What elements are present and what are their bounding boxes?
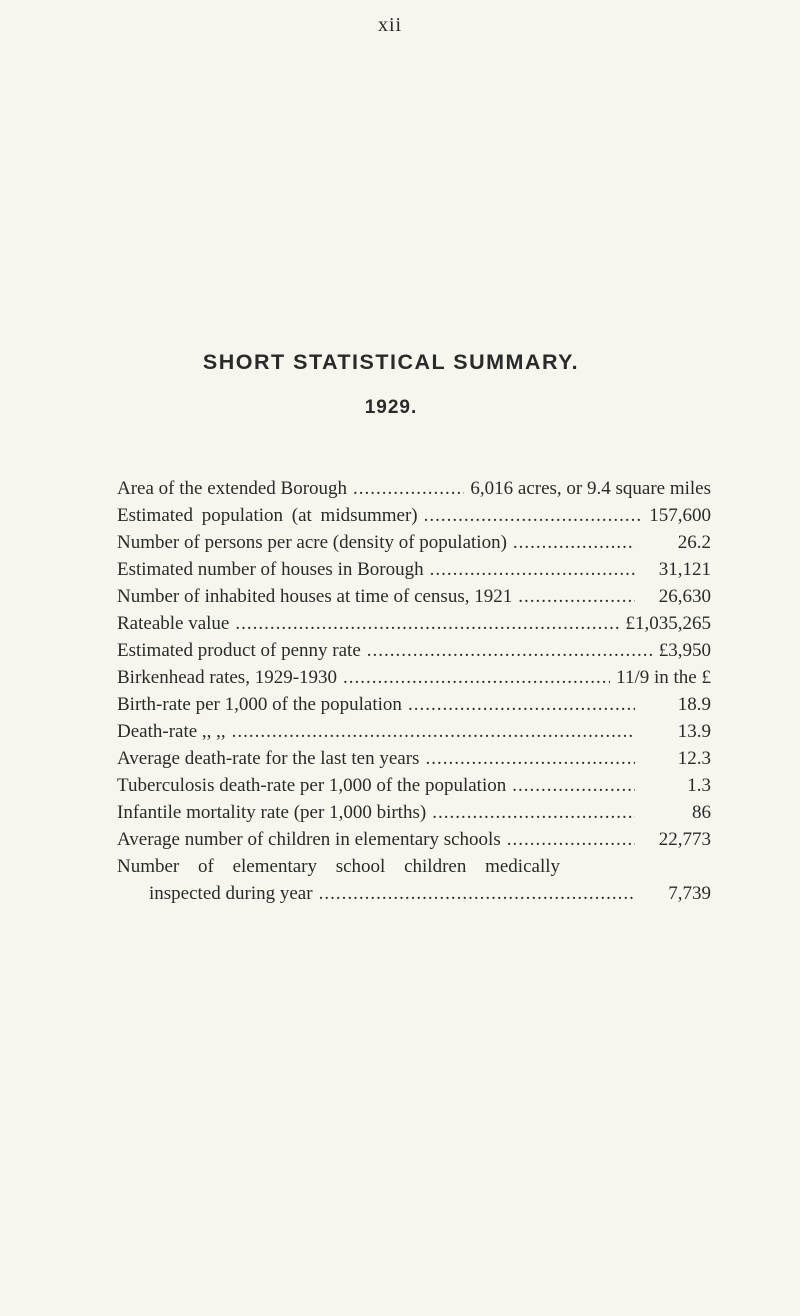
stat-row-birth-rate — [117, 691, 711, 718]
statistics-list — [117, 475, 711, 907]
stat-row-penny-rate — [117, 637, 711, 664]
leader-dots — [507, 826, 635, 853]
stat-row-medically-inspected — [117, 853, 711, 880]
page-title: SHORT STATISTICAL SUMMARY. — [202, 350, 580, 374]
stat-row-average-death-rate — [117, 745, 711, 772]
leader-dots — [513, 529, 635, 556]
stat-value: 1.3 — [687, 775, 711, 796]
stat-label: Area of the extended Borough — [117, 478, 348, 499]
stat-value: 31,121 — [658, 559, 711, 580]
leader-dots — [430, 556, 635, 583]
stat-value: 7,739 — [668, 883, 711, 904]
stat-row-houses — [117, 556, 711, 583]
stat-value: 26.2 — [677, 532, 711, 553]
stat-value: 13.9 — [677, 721, 711, 742]
stat-row-area — [117, 475, 711, 502]
stat-value: 6,016 acres, or 9.4 square miles — [470, 478, 711, 499]
leader-dots — [512, 772, 635, 799]
stat-label: Number of inhabited houses at time of census, 1921 — [117, 586, 513, 607]
leader-dots — [432, 799, 635, 826]
stat-label: Birth-rate per 1,000 of the population — [117, 694, 402, 715]
stat-value: 86 — [692, 802, 711, 823]
stat-row-population — [117, 502, 711, 529]
leader-dots — [353, 475, 464, 502]
stat-label: Average death-rate for the last ten years — [117, 748, 420, 769]
stat-row-inhabited-houses — [117, 583, 711, 610]
leader-dots — [232, 718, 635, 745]
leader-dots — [367, 637, 653, 664]
leader-dots — [518, 583, 635, 610]
page-number: xii — [377, 14, 403, 36]
stat-label: Average number of children in elementary schools — [117, 829, 501, 850]
stat-label: Tuberculosis death-rate per 1,000 of the population — [117, 775, 507, 796]
stat-value: 12.3 — [677, 748, 711, 769]
stat-label: Estimated number of houses in Borough — [117, 559, 424, 580]
stat-row-infantile-mortality — [117, 799, 711, 826]
summary-year: 1929. — [364, 397, 418, 418]
stat-label: Rateable value — [117, 613, 230, 634]
stat-value: 26,630 — [658, 586, 711, 607]
stat-value: 157,600 — [649, 505, 711, 526]
stat-value: £3,950 — [658, 640, 711, 661]
stat-row-inspected-continued — [117, 880, 711, 907]
leader-dots — [235, 610, 619, 637]
stat-label: Estimated product of penny rate — [117, 640, 361, 661]
stat-row-tuberculosis — [117, 772, 711, 799]
stat-row-density — [117, 529, 711, 556]
stat-value: £1,035,265 — [625, 613, 711, 634]
stat-label: Death-rate ,, ,, — [117, 721, 226, 742]
stat-label: Number of elementary school children medically — [117, 856, 561, 877]
stat-label: Number of persons per acre (density of population) — [117, 532, 507, 553]
stat-row-rateable-value — [117, 610, 711, 637]
leader-dots — [425, 745, 635, 772]
stat-row-rates — [117, 664, 711, 691]
stat-row-school-children — [117, 826, 711, 853]
stat-label: Infantile mortality rate (per 1,000 births) — [117, 802, 427, 823]
stat-value: 18.9 — [677, 694, 711, 715]
leader-dots — [319, 880, 635, 907]
stat-value: 22,773 — [658, 829, 711, 850]
leader-dots — [408, 691, 635, 718]
stat-label: Estimated population (at midsummer) — [117, 505, 418, 526]
stat-value: 11/9 in the £ — [616, 667, 711, 688]
stat-label: inspected during year — [149, 883, 313, 904]
stat-label: Birkenhead rates, 1929-1930 — [117, 667, 338, 688]
stat-row-death-rate — [117, 718, 711, 745]
leader-dots — [343, 664, 610, 691]
leader-dots — [424, 502, 644, 529]
